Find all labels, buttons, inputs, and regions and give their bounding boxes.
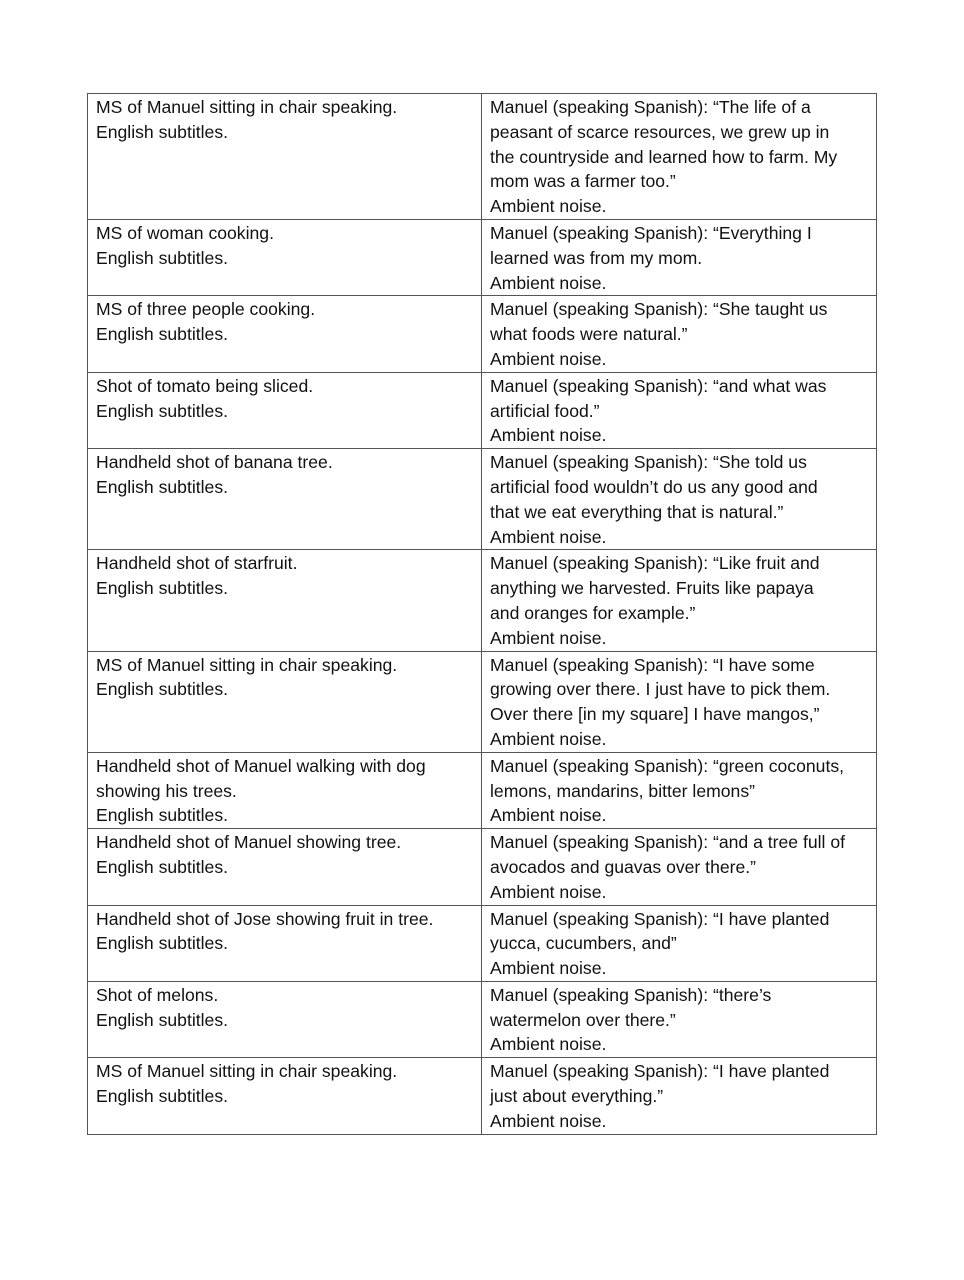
video-cell	[88, 372, 482, 448]
audio-cell	[482, 449, 877, 550]
audio-cell	[482, 550, 877, 651]
video-cell	[88, 829, 482, 905]
video-cell	[88, 94, 482, 220]
video-line: Shot of melons.	[96, 984, 219, 1005]
audio-cell	[482, 94, 877, 220]
audio-line: Manuel (speaking Spanish): “I have planted	[490, 908, 830, 929]
audio-cell	[482, 1058, 877, 1134]
table-row	[88, 449, 877, 550]
video-line: Handheld shot of Manuel showing tree.	[96, 832, 402, 853]
script-page	[87, 93, 876, 1135]
audio-line: growing over there. I just have to pick them.	[490, 679, 831, 700]
audio-line: that we eat everything that is natural.”	[490, 501, 784, 522]
video-cell	[88, 550, 482, 651]
av-script-table	[87, 93, 877, 1135]
audio-line: artificial food wouldn’t do us any good and	[490, 476, 818, 497]
audio-line: Ambient noise.	[490, 728, 607, 749]
video-line: English subtitles.	[96, 856, 229, 877]
table-row	[88, 372, 877, 448]
video-line: Handheld shot of banana tree.	[96, 452, 333, 473]
audio-line: Ambient noise.	[490, 805, 607, 826]
video-cell	[88, 449, 482, 550]
audio-cell	[482, 752, 877, 828]
table-row	[88, 94, 877, 220]
video-cell	[88, 651, 482, 752]
audio-line: Ambient noise.	[490, 196, 607, 217]
audio-line: Ambient noise.	[490, 627, 607, 648]
video-line: English subtitles.	[96, 1086, 229, 1107]
audio-line: Ambient noise.	[490, 272, 607, 293]
audio-line: Ambient noise.	[490, 1034, 607, 1055]
audio-line: watermelon over there.”	[490, 1009, 676, 1030]
video-line: English subtitles.	[96, 679, 229, 700]
audio-line: Over there [in my square] I have mangos,”	[490, 704, 820, 725]
av-script-rows	[88, 94, 877, 1135]
audio-line: Manuel (speaking Spanish): “She taught us	[490, 299, 828, 320]
video-line: Shot of tomato being sliced.	[96, 375, 314, 396]
video-line: English subtitles.	[96, 121, 229, 142]
audio-line: Ambient noise.	[490, 881, 607, 902]
audio-line: just about everything.”	[490, 1086, 664, 1107]
table-row	[88, 752, 877, 828]
table-row	[88, 981, 877, 1057]
audio-line: Manuel (speaking Spanish): “and a tree full of	[490, 832, 846, 853]
audio-cell	[482, 651, 877, 752]
video-line: showing his trees.	[96, 780, 237, 801]
audio-line: the countryside and learned how to farm. My	[490, 146, 838, 167]
video-line: Handheld shot of Jose showing fruit in tree.	[96, 908, 434, 929]
video-cell	[88, 905, 482, 981]
video-line: Handheld shot of starfruit.	[96, 553, 298, 574]
audio-line: Manuel (speaking Spanish): “there’s	[490, 984, 772, 1005]
audio-line: and oranges for example.”	[490, 602, 696, 623]
audio-line: Manuel (speaking Spanish): “I have some	[490, 654, 815, 675]
video-line: English subtitles.	[96, 933, 229, 954]
audio-line: anything we harvested. Fruits like papaya	[490, 578, 814, 599]
video-line: English subtitles.	[96, 400, 229, 421]
audio-cell	[482, 905, 877, 981]
audio-cell	[482, 981, 877, 1057]
audio-line: Ambient noise.	[490, 348, 607, 369]
audio-line: Ambient noise.	[490, 1110, 607, 1131]
audio-line: Manuel (speaking Spanish): “Everything I	[490, 222, 812, 243]
table-row	[88, 550, 877, 651]
audio-line: Ambient noise.	[490, 958, 607, 979]
audio-cell	[482, 372, 877, 448]
audio-line: avocados and guavas over there.”	[490, 856, 757, 877]
video-line: English subtitles.	[96, 578, 229, 599]
audio-line: Ambient noise.	[490, 526, 607, 547]
audio-line: what foods were natural.”	[490, 324, 688, 345]
audio-cell	[482, 829, 877, 905]
video-line: MS of three people cooking.	[96, 299, 316, 320]
table-row	[88, 651, 877, 752]
video-cell	[88, 752, 482, 828]
table-row	[88, 219, 877, 295]
audio-line: yucca, cucumbers, and”	[490, 933, 677, 954]
audio-line: mom was a farmer too.”	[490, 171, 676, 192]
video-line: English subtitles.	[96, 805, 229, 826]
video-cell	[88, 981, 482, 1057]
table-row	[88, 296, 877, 372]
table-row	[88, 1058, 877, 1134]
audio-cell	[482, 296, 877, 372]
audio-cell	[482, 219, 877, 295]
audio-line: peasant of scarce resources, we grew up in	[490, 121, 830, 142]
audio-line: Manuel (speaking Spanish): “The life of a	[490, 97, 811, 117]
audio-line: Manuel (speaking Spanish): “I have planted	[490, 1061, 830, 1082]
video-line: MS of woman cooking.	[96, 222, 274, 243]
video-cell	[88, 1058, 482, 1134]
table-row	[88, 829, 877, 905]
audio-line: Ambient noise.	[490, 425, 607, 446]
audio-line: Manuel (speaking Spanish): “and what was	[490, 375, 827, 396]
video-line: English subtitles.	[96, 247, 229, 268]
audio-line: Manuel (speaking Spanish): “Like fruit and	[490, 553, 820, 574]
video-line: MS of Manuel sitting in chair speaking.	[96, 1061, 398, 1082]
video-line: MS of Manuel sitting in chair speaking.	[96, 654, 398, 675]
audio-line: artificial food.”	[490, 400, 600, 421]
video-cell	[88, 296, 482, 372]
audio-line: lemons, mandarins, bitter lemons”	[490, 780, 755, 801]
table-row	[88, 905, 877, 981]
video-line: Handheld shot of Manuel walking with dog	[96, 755, 426, 776]
audio-line: Manuel (speaking Spanish): “She told us	[490, 452, 807, 473]
video-line: English subtitles.	[96, 1009, 229, 1030]
audio-line: learned was from my mom.	[490, 247, 703, 268]
video-line: MS of Manuel sitting in chair speaking.	[96, 97, 398, 117]
video-cell	[88, 219, 482, 295]
audio-line: Manuel (speaking Spanish): “green coconuts,	[490, 755, 845, 776]
video-line: English subtitles.	[96, 324, 229, 345]
video-line: English subtitles.	[96, 476, 229, 497]
